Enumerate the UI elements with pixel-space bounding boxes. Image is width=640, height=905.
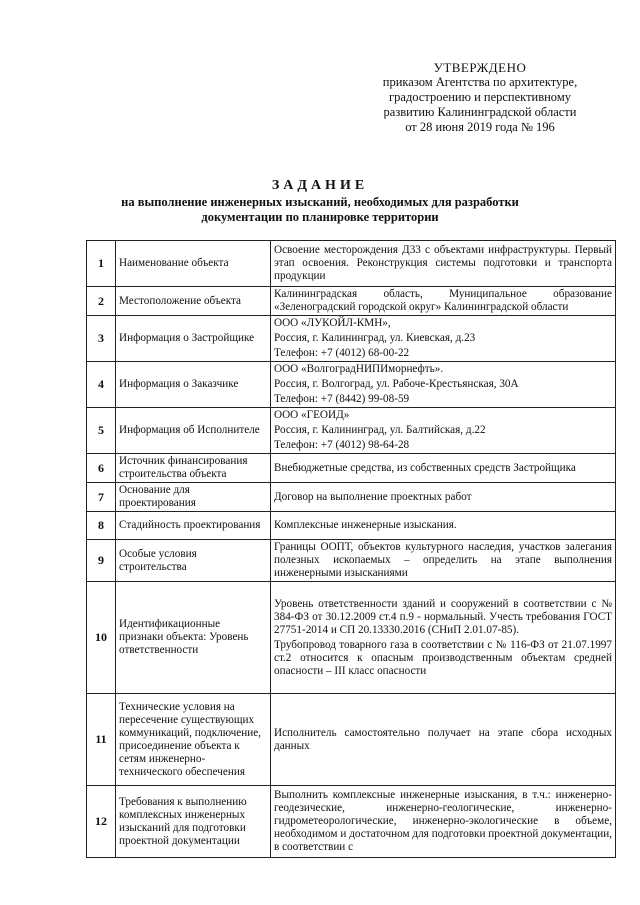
row-value <box>271 454 616 483</box>
row-value-paragraph: Освоение месторождения Д33 с объектами инфраструктуры. Первый этап освоения. Реконструкция системы подготовки и транспорта продукции <box>274 244 612 282</box>
row-value-paragraph: Трубопровод товарного газа в соответствии с № 116-ФЗ от 21.07.1997 ст.2 относится к опасным производственным объектам средней опасности – III класс опасности <box>274 638 612 677</box>
row-label: Требования к выполнению комплексных инженерных изысканий для подготовки проектной документации <box>116 786 271 858</box>
approval-stamp <box>340 60 620 135</box>
row-label: Стадийность проектирования <box>116 512 271 540</box>
document-title: ЗАДАНИЕ <box>271 178 369 193</box>
row-label: Особые условия строительства <box>116 540 271 582</box>
row-number: 9 <box>87 540 116 582</box>
row-value <box>271 287 616 316</box>
row-value <box>271 241 616 287</box>
row-value <box>271 786 616 858</box>
row-label: Основание для проектирования <box>116 483 271 512</box>
row-value <box>271 512 616 540</box>
table-row <box>87 408 616 454</box>
row-number: 4 <box>87 362 116 408</box>
table-row <box>87 454 616 483</box>
approval-line: градостроению и перспективному <box>389 90 571 104</box>
row-number: 5 <box>87 408 116 454</box>
row-value-paragraph: Россия, г. Калининград, ул. Киевская, д.23 <box>274 332 476 344</box>
row-number: 2 <box>87 287 116 316</box>
table-row <box>87 483 616 512</box>
row-value <box>271 483 616 512</box>
row-value-paragraph: Границы ООПТ, объектов культурного наследия, участков залегания полезных ископаемых – определить на этапе выполнения инженерными изысканиями <box>274 541 612 579</box>
row-label: Информация о Заказчике <box>116 362 271 408</box>
document-subtitle-line: на выполнение инженерных изысканий, необходимых для разработки <box>121 195 519 209</box>
row-value-paragraph: Калининградская область, Муниципальное образование «Зеленоградский городской округ» Калининградской области <box>274 288 612 313</box>
table-row <box>87 287 616 316</box>
row-value-paragraph: ООО «ГЕОИД» <box>274 409 350 421</box>
row-label: Идентификационные признаки объекта: Уровень ответственности <box>116 582 271 694</box>
row-value-paragraph: Телефон: +7 (4012) 68-00-22 <box>274 347 410 359</box>
row-label: Технические условия на пересечение существующих коммуникаций, подключение, присоединение объекта к сетям инженерно-технического обеспечения <box>116 694 271 786</box>
row-number: 10 <box>87 582 116 694</box>
table-row <box>87 316 616 362</box>
row-value-paragraph: Телефон: +7 (4012) 98-64-28 <box>274 439 410 451</box>
row-value-paragraph: Договор на выполнение проектных работ <box>274 490 472 503</box>
row-number: 3 <box>87 316 116 362</box>
row-number: 8 <box>87 512 116 540</box>
row-label: Наименование объекта <box>116 241 271 287</box>
row-number: 1 <box>87 241 116 287</box>
approval-heading: УТВЕРЖДЕНО <box>433 60 527 75</box>
row-value <box>271 362 616 408</box>
approval-line: от 28 июня 2019 года № 196 <box>405 120 555 134</box>
table-row <box>87 362 616 408</box>
row-value <box>271 582 616 694</box>
row-value-paragraph: Телефон: +7 (8442) 99-08-59 <box>274 393 410 405</box>
approval-line: приказом Агентства по архитектуре, <box>382 75 578 89</box>
table-row <box>87 786 616 858</box>
row-value-paragraph: Внебюджетные средства, из собственных средств Застройщика <box>274 461 576 474</box>
table-row <box>87 512 616 540</box>
table-row <box>87 694 616 786</box>
row-number: 11 <box>87 694 116 786</box>
row-value-paragraph: ООО «ЛУКОЙЛ-КМН», <box>274 317 391 329</box>
row-value-paragraph: Россия, г. Калининград, ул. Балтийская, д.22 <box>274 424 486 436</box>
row-number: 12 <box>87 786 116 858</box>
table-row <box>87 540 616 582</box>
specification-table-body <box>87 241 616 858</box>
table-row <box>87 582 616 694</box>
row-value <box>271 408 616 454</box>
table-row <box>87 241 616 287</box>
document-subtitle-line: документации по планировке территории <box>201 210 439 224</box>
row-label: Источник финансирования строительства объекта <box>116 454 271 483</box>
row-number: 7 <box>87 483 116 512</box>
row-value-paragraph: Россия, г. Волгоград, ул. Рабоче-Крестьянская, 30А <box>274 378 519 390</box>
row-value <box>271 694 616 786</box>
row-label: Информация об Исполнителе <box>116 408 271 454</box>
document-title-block <box>60 178 580 225</box>
row-value-paragraph: Выполнить комплексные инженерные изыскания, в т.ч.: инженерно-геодезические, инженерно-геологические, инженерно-гидрометеорологические, инженерно-экологические в объеме, необходимом и достаточном для подготовки проектной документации, в соответствии с <box>274 789 612 853</box>
row-value-paragraph: Комплексные инженерные изыскания. <box>274 519 457 531</box>
row-value-paragraph: Уровень ответственности зданий и сооружений в соответствии с № 384-ФЗ от 30.12.2009 ст.4 п.9 - нормальный. Учесть требования ГОСТ 27751-2014 и СП 20.13330.2016 (СНиП 2.01.07-85). <box>274 597 612 636</box>
specification-table <box>86 240 616 858</box>
approval-line: развитию Калининградской области <box>383 105 577 119</box>
row-value <box>271 540 616 582</box>
row-label: Информация о Застройщике <box>116 316 271 362</box>
row-value-paragraph: Исполнитель самостоятельно получает на этапе сбора исходных данных <box>274 726 612 752</box>
row-label: Местоположение объекта <box>116 287 271 316</box>
row-number: 6 <box>87 454 116 483</box>
row-value <box>271 316 616 362</box>
row-value-paragraph: ООО «ВолгоградНИПИморнефть». <box>274 363 444 375</box>
